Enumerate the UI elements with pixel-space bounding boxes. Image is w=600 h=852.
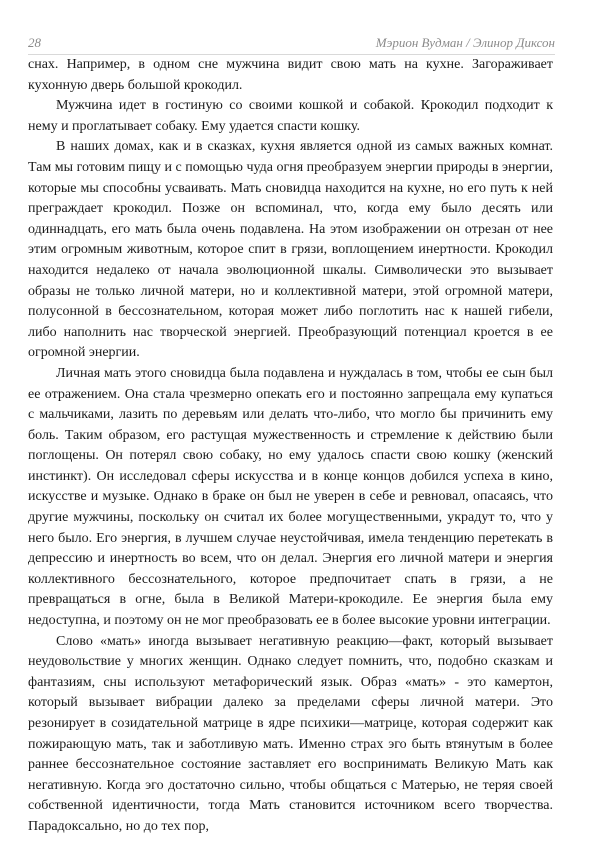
paragraph: Мужчина идет в гостиную со своими кошкой и собакой. Крокодил подходит к нему и проглатывает собаку. Ему удается спасти кошку. — [28, 98, 553, 134]
paragraph: В наших домах, как и в сказках, кухня является одной из самых важных комнат. Там мы готовим пищу и с помощью чуда огня преобразуем энергии природы в энергии, которые мы способны усваивать. Мать сновидца находится на кухне, но его путь к ней преграждает крокодил. Позже он вспоминал, что, когда ему было десять или одиннадцать, его мать была очень подавлена. На этом изображении он отрезан от нее этим огромным животным, которое спит в грязи, воплощением инертности. Крокодил находится недалеко от начала эволюционной шкалы. Символически это вызывает образы не только личной матери, но и коллективной матери, этой огромной матери, полусонной в бессознательном, которая может либо поглотить нас к нашей гибели, либо наполнить нас творческой энергией. Преобразующий потенциал кроется в ее огромной энергии. — [28, 139, 553, 361]
page-number: 28 — [28, 35, 41, 50]
paragraph: Личная мать этого сновидца была подавлена и нуждалась в том, чтобы ее сын был ее отражением. Она стала чрезмерно опекать его и постоянно запрещала ему купаться с мальчиками, лазить по деревьям или делать что-либо, что могло бы причинить ему боль. Таким образом, его растущая мужественность и стремление к действию были поглощены. Он потерял свою собаку, но ему удалось спасти свою кошку (женский инстинкт). Он исследовал сферы искусства и в конце концов добился успеха в кино, искусстве и музыке. Однако в браке он был не уверен в себе и ревновал, опасаясь, что другие мужчины, поскольку он считал их более могущественными, украдут то, что у него было. Его энергия, в лучшем случае неустойчивая, имела тенденцию перетекать в депрессию и инертность во всем, что он делал. Энергия его личной матери и энергия коллективного бессознательного, которое предпочитает спать в грязи, а не превращаться в огне, была в Великой Матери-крокодиле. Ее энергия была ему недоступна, и поэтому он не мог преобразовать ее в более высокие уровни интеграции. — [28, 365, 553, 629]
running-title: Мэрион Вудман / Элинор Диксон — [375, 35, 555, 50]
paragraph: Слово «мать» иногда вызывает негативную реакцию—факт, который вызывает неудовольствие у многих женщин. Однако следует помнить, что, подобно сказкам и фантазиям, сны используют метафорический язык. Образ «мать» - это камертон, который вызывает вибрации далеко за пределами сферы личной матери. Это резонирует в созидательной матрице в ядре психики—матрице, которая содержит как пожирающую мать, так и заботливую мать. Именно страх эго быть втянутым в более раннее бессознательное состояние заставляет его воспринимать Великую Мать как негативную. Когда эго достаточно сильно, чтобы общаться с Матерью, не теряя своей собственной идентичности, тогда Мать становится источником всего творчества. Парадоксально, но до тех пор, — [28, 633, 553, 834]
running-header — [28, 32, 555, 55]
paragraph-continued: снах. Например, в одном сне мужчина видит свою мать на кухне. Загораживает кухонную дверь большой крокодил. — [28, 57, 553, 93]
body-text — [28, 55, 553, 838]
